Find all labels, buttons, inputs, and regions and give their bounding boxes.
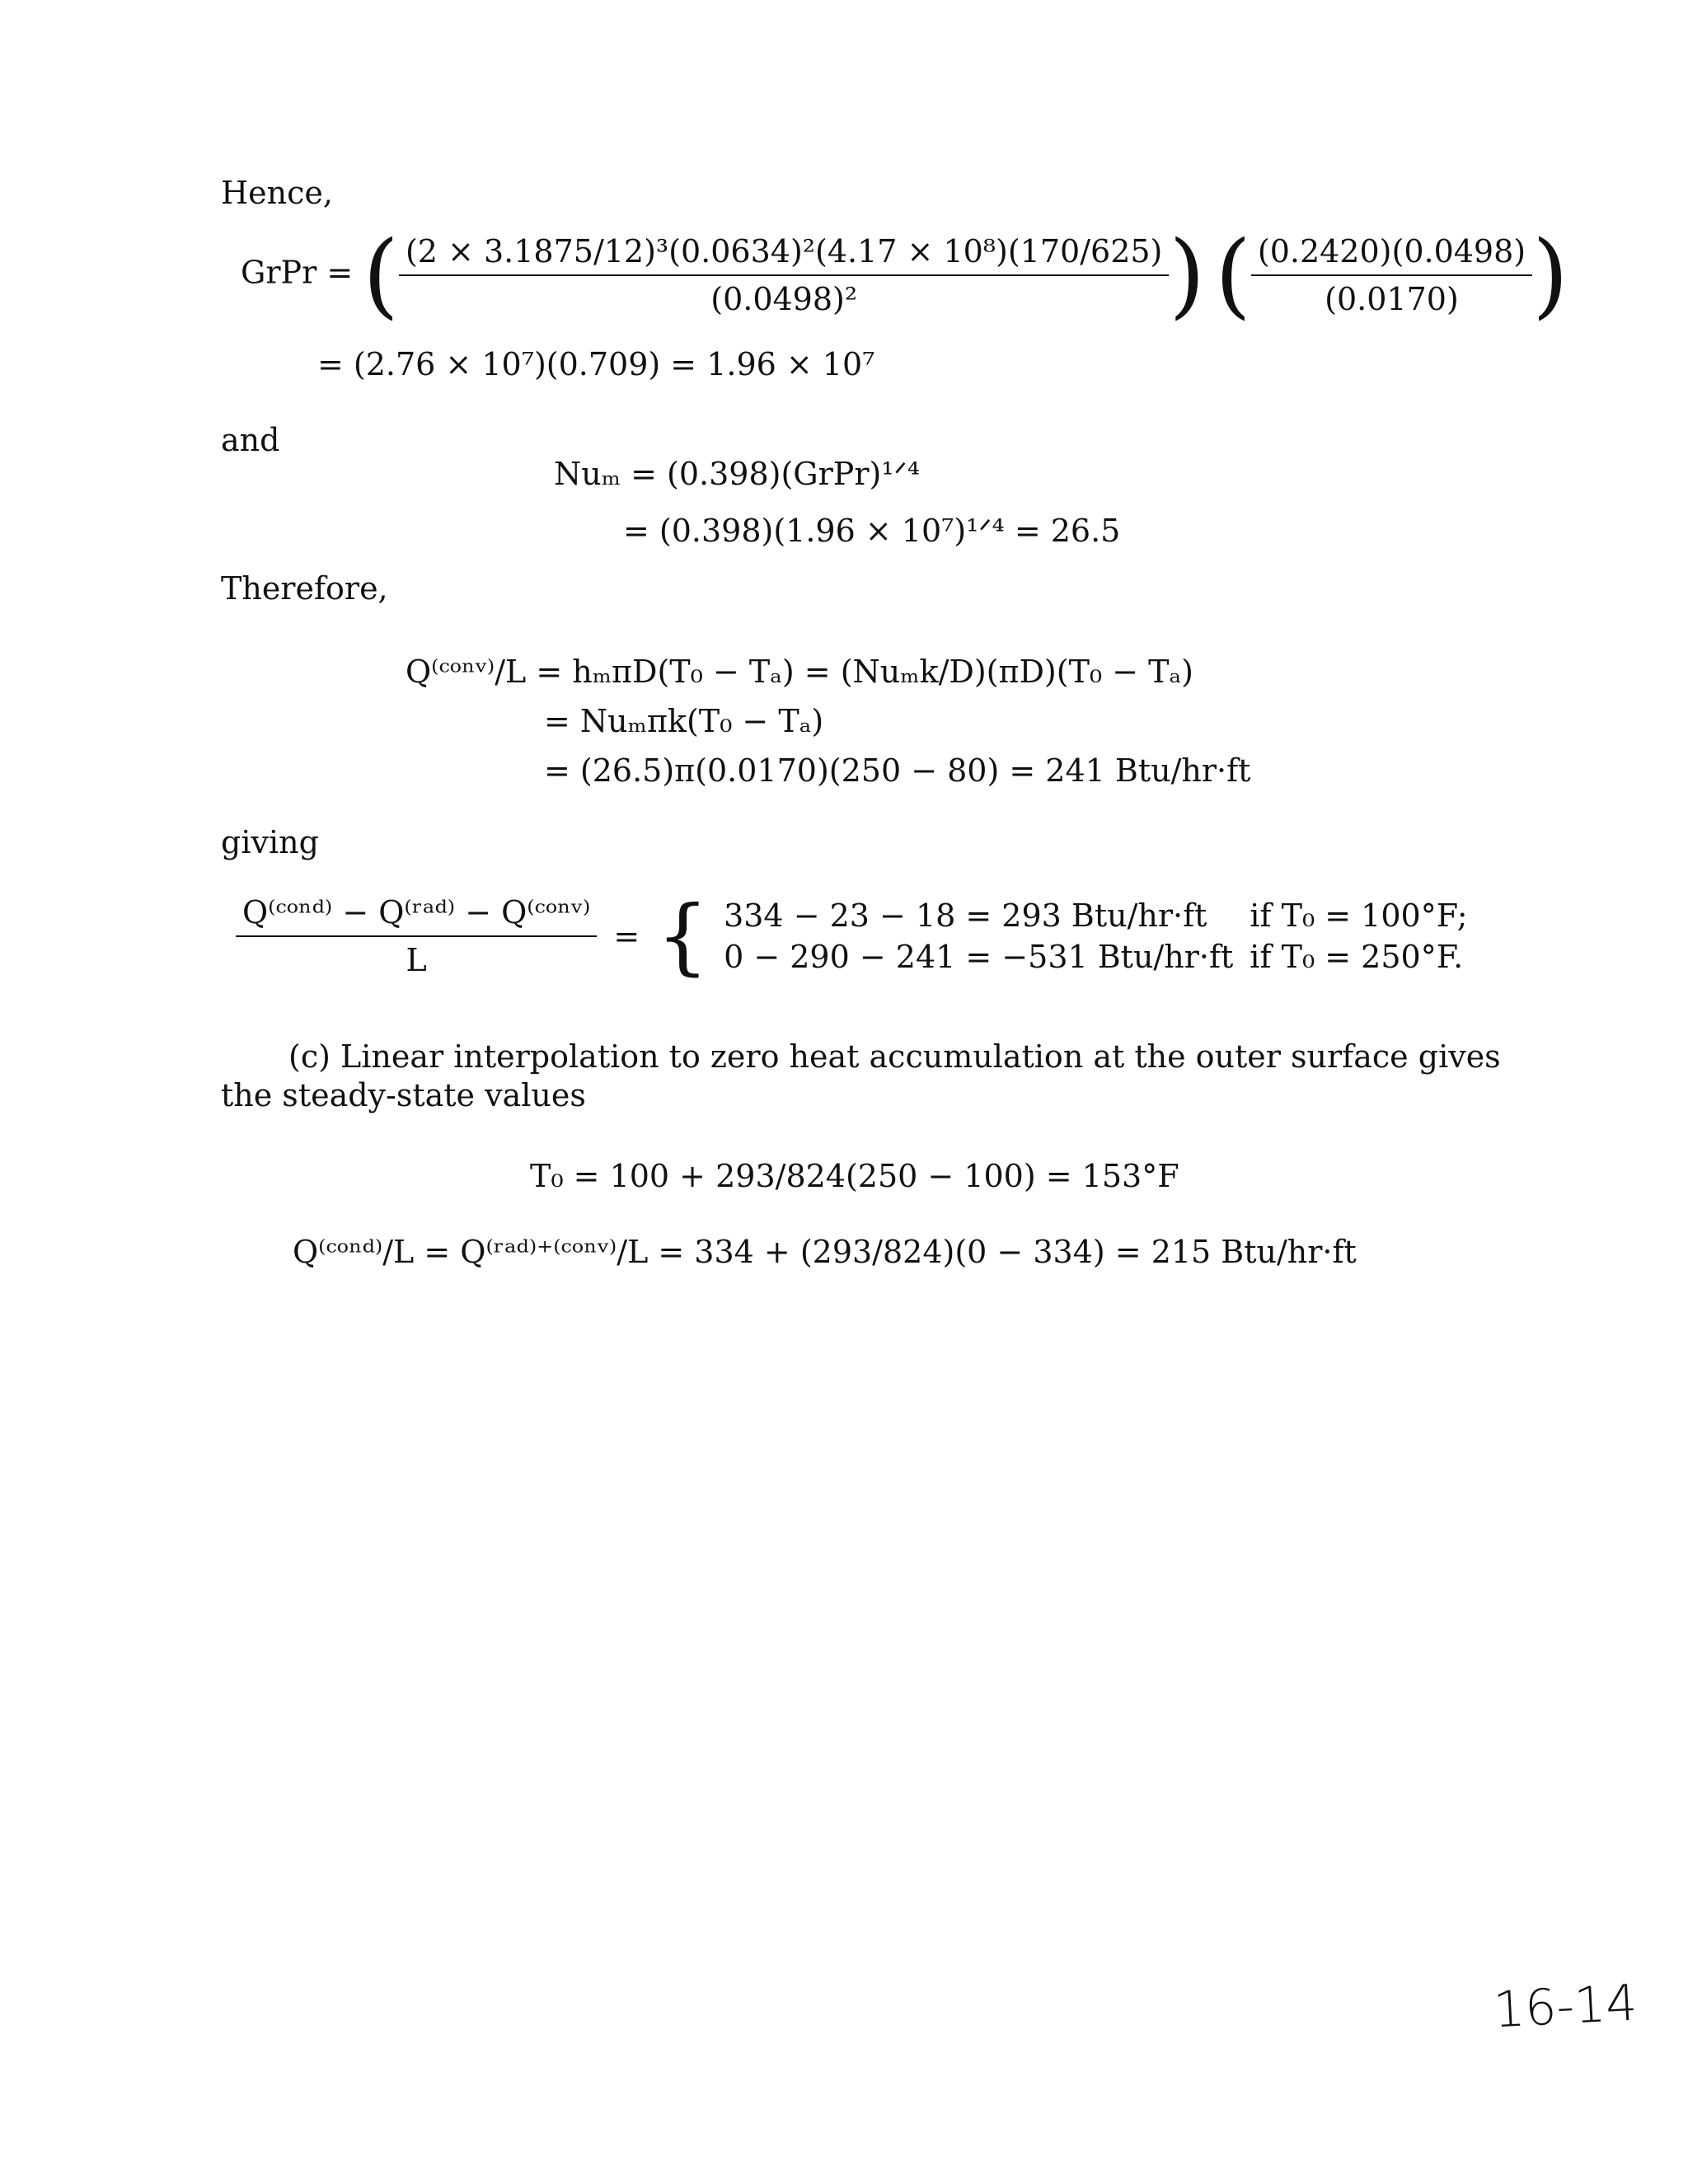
page-number: 16-14 (1492, 1974, 1639, 2040)
cases-table (719, 895, 1479, 977)
case-2-condition: if T₀ = 250°F. (1250, 939, 1464, 975)
right-paren: ) (1169, 222, 1206, 329)
grpr-denominator-1: (0.0498)² (710, 281, 858, 317)
equation-qconv-line-2: = Nuₘπk(T₀ − Tₐ) (544, 703, 824, 739)
text-giving: giving (221, 824, 319, 860)
grpr-denominator-2: (0.0170) (1325, 281, 1459, 317)
case-1-condition: if T₀ = 100°F; (1250, 898, 1468, 934)
balance-fraction (236, 894, 597, 978)
balance-equals: = (613, 918, 640, 954)
left-brace: { (656, 888, 709, 984)
equation-qcond-result: Q⁽ᶜᵒⁿᵈ⁾/L = Q⁽ʳᵃᵈ⁾⁺⁽ᶜᵒⁿᵛ⁾/L = 334 + (293/824)(0 − 334) = 215 Btu/hr·ft (293, 1234, 1357, 1270)
case-2-expression: 0 − 290 − 241 = −531 Btu/hr·ft (724, 939, 1234, 975)
text-part-c-line-2: the steady-state values (221, 1077, 586, 1113)
left-paren: ( (363, 222, 399, 329)
equation-grpr (241, 222, 1568, 329)
grpr-lhs: GrPr = (241, 254, 354, 291)
case-row (719, 936, 1479, 977)
left-paren: ( (1215, 222, 1251, 329)
text-and: and (221, 422, 280, 458)
equation-qconv-line-3: = (26.5)π(0.0170)(250 − 80) = 241 Btu/hr·ft (544, 752, 1251, 789)
case-row (719, 895, 1479, 936)
balance-denominator: L (406, 942, 427, 978)
grpr-fraction-1 (399, 233, 1169, 317)
text-hence: Hence, (221, 175, 333, 211)
grpr-fraction-2 (1251, 233, 1532, 317)
equation-num-line-1: Nuₘ = (0.398)(GrPr)¹ᐟ⁴ (554, 456, 920, 492)
text-therefore: Therefore, (221, 570, 388, 607)
equation-qconv-line-1: Q⁽ᶜᵒⁿᵛ⁾/L = hₘπD(T₀ − Tₐ) = (Nuₘk/D)(πD)(T₀ − Tₐ) (406, 654, 1193, 690)
right-paren: ) (1532, 222, 1568, 329)
equation-t0-result: T₀ = 100 + 293/824(250 − 100) = 153°F (530, 1158, 1179, 1194)
text-part-c-line-1: (c) Linear interpolation to zero heat accumulation at the outer surface gives (288, 1038, 1501, 1075)
balance-numerator: Q⁽ᶜᵒⁿᵈ⁾ − Q⁽ʳᵃᵈ⁾ − Q⁽ᶜᵒⁿᵛ⁾ (236, 894, 597, 937)
equation-heat-balance (236, 888, 1479, 984)
case-1-expression: 334 − 23 − 18 = 293 Btu/hr·ft (724, 898, 1207, 934)
grpr-numerator-1: (2 × 3.1875/12)³(0.0634)²(4.17 × 10⁸)(170/625) (399, 233, 1169, 276)
grpr-numerator-2: (0.2420)(0.0498) (1251, 233, 1532, 276)
grpr-result: = (2.76 × 10⁷)(0.709) = 1.96 × 10⁷ (317, 346, 875, 382)
equation-num-line-2: = (0.398)(1.96 × 10⁷)¹ᐟ⁴ = 26.5 (623, 513, 1121, 549)
